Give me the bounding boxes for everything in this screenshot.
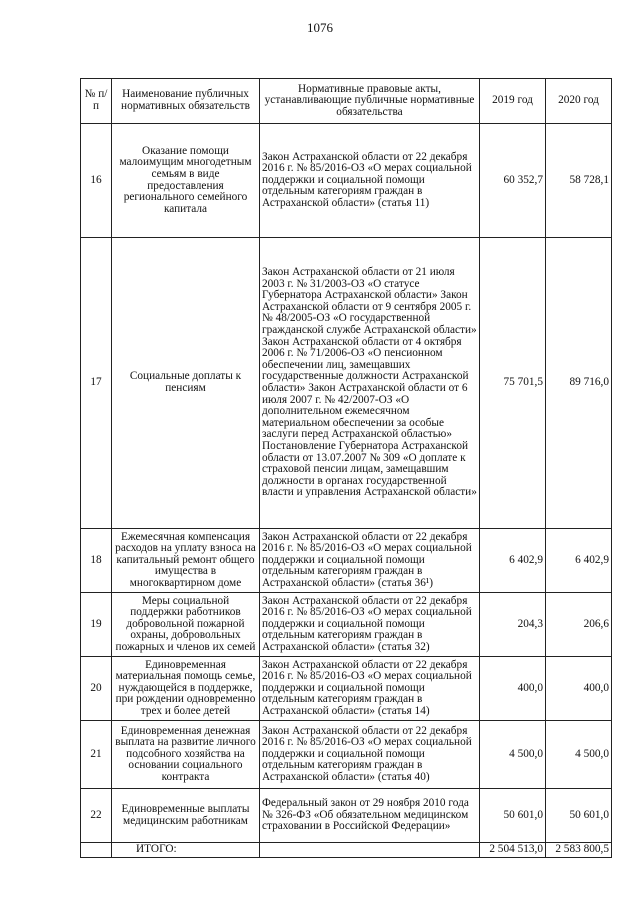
row-num: 19: [81, 593, 112, 657]
header-2019: 2019 год: [480, 79, 546, 124]
header-name: Наименование публичных нормативных обязательств: [112, 79, 260, 124]
total-2019: 2 504 513,0: [480, 843, 546, 858]
row-num: 22: [81, 789, 112, 843]
header-num: № п/п: [81, 79, 112, 124]
value-2019: 6 402,9: [480, 529, 546, 593]
row-num: 16: [81, 124, 112, 238]
row-num: 18: [81, 529, 112, 593]
legal-acts: Закон Астраханской области от 22 декабря 2016 г. № 85/2016-ОЗ «О мерах социальной поддержки и социальной помощи отдельным категориям граждан в Астраханской области» (статья 11): [260, 124, 480, 238]
table-row: [81, 238, 612, 529]
value-2020: 206,6: [546, 593, 612, 657]
total-acts-cell: [260, 843, 480, 858]
obligation-name: Единовременные выплаты медицинским работникам: [112, 789, 260, 843]
row-num: 17: [81, 238, 112, 529]
table-row: [81, 721, 612, 789]
table-row: [81, 789, 612, 843]
value-2020: 50 601,0: [546, 789, 612, 843]
legal-acts: Закон Астраханской области от 22 декабря 2016 г. № 85/2016-ОЗ «О мерах социальной поддержки и социальной помощи отдельным категориям граждан в Астраханской области» (статья 40): [260, 721, 480, 789]
table-row: [81, 593, 612, 657]
value-2019: 50 601,0: [480, 789, 546, 843]
obligation-name: Оказание помощи малоимущим многодетным семьям в виде предоставления регионального семейного капитала: [112, 124, 260, 238]
legal-acts: Федеральный закон от 29 ноября 2010 года № 326-ФЗ «Об обязательном медицинском страховании в Российской Федерации»: [260, 789, 480, 843]
table-row: [81, 657, 612, 721]
value-2020: 89 716,0: [546, 238, 612, 529]
value-2020: 400,0: [546, 657, 612, 721]
total-row: [81, 843, 612, 858]
obligation-name: Ежемесячная компенсация расходов на уплату взноса на капитальный ремонт общего имущества в многоквартирном доме: [112, 529, 260, 593]
table-row: [81, 529, 612, 593]
row-num: 21: [81, 721, 112, 789]
value-2020: 6 402,9: [546, 529, 612, 593]
value-2020: 58 728,1: [546, 124, 612, 238]
total-label: ИТОГО:: [112, 843, 260, 858]
obligations-table: [80, 78, 612, 858]
value-2019: 400,0: [480, 657, 546, 721]
value-2019: 204,3: [480, 593, 546, 657]
header-acts: Нормативные правовые акты, устанавливающие публичные нормативные обязательства: [260, 79, 480, 124]
header-2020: 2020 год: [546, 79, 612, 124]
legal-acts: Закон Астраханской области от 22 декабря 2016 г. № 85/2016-ОЗ «О мерах социальной поддержки и социальной помощи отдельным категориям граждан в Астраханской области» (статья 14): [260, 657, 480, 721]
page-number: 1076: [307, 20, 333, 35]
legal-acts: Закон Астраханской области от 22 декабря 2016 г. № 85/2016-ОЗ «О мерах социальной поддержки и социальной помощи отдельным категориям граждан в Астраханской области» (статья 36¹): [260, 529, 480, 593]
legal-acts: Закон Астраханской области от 21 июля 2003 г. № 31/2003-ОЗ «О статусе Губернатора Астраханской области» Закон Астраханской области от 9 сентября 2005 г. № 48/2005-ОЗ «О государственной гражданской службе Астраханской области» Закон Астраханской области от 4 октября 2006 г. № 71/2006-ОЗ «О пенсионном обеспечении лиц, замещавших государственные должности Астраханской области» Закон Астраханской области от 6 июля 2007 г. № 42/2007-ОЗ «О дополнительном ежемесячном материальном обеспечении за особые заслуги перед Астраханской областью» Постановление Губернатора Астраханской области от 13.07.2007 № 309 «О доплате к страховой пенсии лицам, замещавшим должности в органах государственной власти и управления Астраханской области»: [260, 238, 480, 529]
table-header-row: [81, 79, 612, 124]
value-2019: 60 352,7: [480, 124, 546, 238]
value-2019: 75 701,5: [480, 238, 546, 529]
table-row: [81, 124, 612, 238]
obligation-name: Меры социальной поддержки работников добровольной пожарной охраны, добровольных пожарных и членов их семей: [112, 593, 260, 657]
obligation-name: Социальные доплаты к пенсиям: [112, 238, 260, 529]
row-num: 20: [81, 657, 112, 721]
obligation-name: Единовременная денежная выплата на развитие личного подсобного хозяйства на основании социального контракта: [112, 721, 260, 789]
total-2020: 2 583 800,5: [546, 843, 612, 858]
obligation-name: Единовременная материальная помощь семье, нуждающейся в поддержке, при рождении одновременно трех и более детей: [112, 657, 260, 721]
legal-acts: Закон Астраханской области от 22 декабря 2016 г. № 85/2016-ОЗ «О мерах социальной поддержки и социальной помощи отдельным категориям граждан в Астраханской области» (статья 32): [260, 593, 480, 657]
value-2020: 4 500,0: [546, 721, 612, 789]
total-num-cell: [81, 843, 112, 858]
value-2019: 4 500,0: [480, 721, 546, 789]
